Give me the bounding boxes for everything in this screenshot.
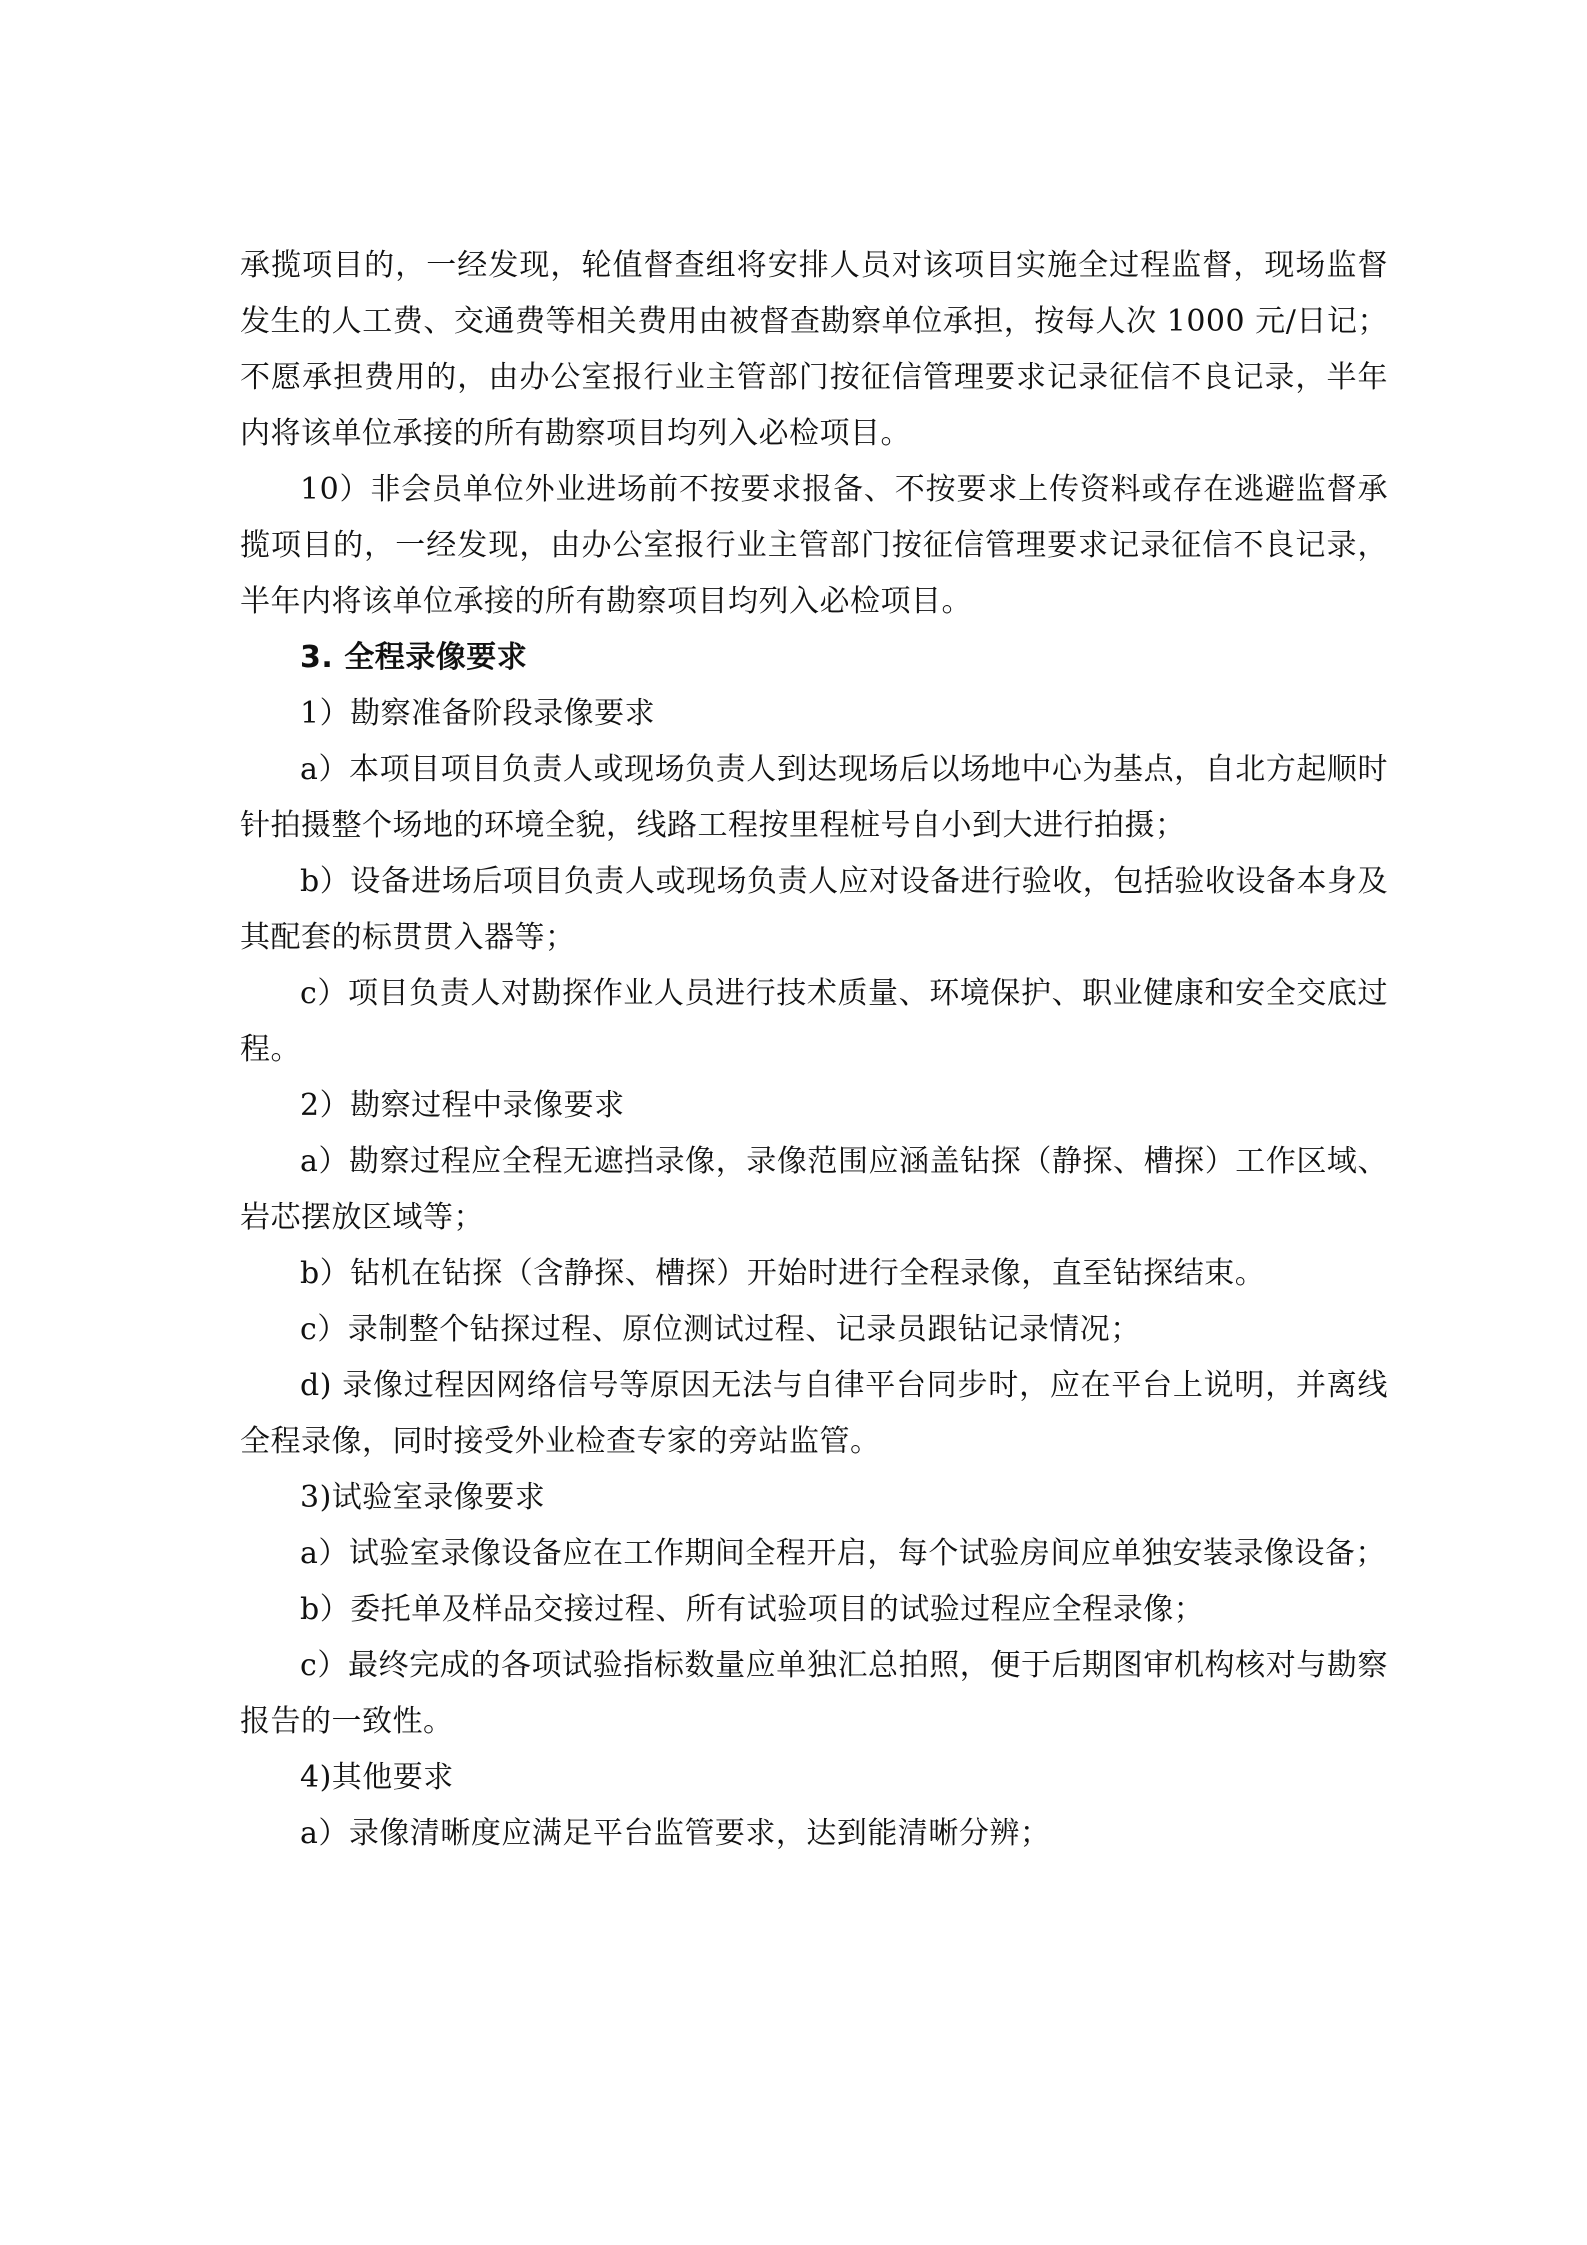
subheading-preparation-stage: 1）勘察准备阶段录像要求 [300, 696, 656, 731]
paragraph-other-a: a）录像清晰度应满足平台监管要求，达到能清晰分辨； [300, 1816, 1051, 1851]
subheading-other-requirements: 4)其他要求 [300, 1760, 454, 1795]
paragraph-item-10: 10）非会员单位外业进场前不按要求报备、不按要求上传资料或存在逃避监督承揽项目的，一经发现，由办公室报行业主管部门按征信管理要求记录征信不良记录，半年内将该单位承接的所有勘察项目均列入必检项目。 [240, 472, 1388, 619]
paragraph-continuation: 承揽项目的，一经发现，轮值督查组将安排人员对该项目实施全过程监督，现场监督发生的人工费、交通费等相关费用由被督查勘察单位承担，按每人次 1000 元/日记；不愿承担费用的，由办公室报行业主管部门按征信管理要求记录征信不良记录，半年内将该单位承接的所有勘察项目均列入必检项目。 [240, 248, 1388, 451]
document-body [240, 238, 1388, 1862]
subheading-survey-process: 2）勘察过程中录像要求 [300, 1088, 625, 1123]
paragraph-prep-a: a）本项目项目负责人或现场负责人到达现场后以场地中心为基点，自北方起顺时针拍摄整个场地的环境全貌，线路工程按里程桩号自小到大进行拍摄； [240, 752, 1388, 843]
paragraph-process-b: b）钻机在钻探（含静探、槽探）开始时进行全程录像，直至钻探结束。 [300, 1256, 1266, 1291]
paragraph-process-d: d) 录像过程因网络信号等原因无法与自律平台同步时，应在平台上说明，并离线全程录像，同时接受外业检查专家的旁站监管。 [240, 1368, 1388, 1459]
paragraph-lab-b: b）委托单及样品交接过程、所有试验项目的试验过程应全程录像； [300, 1592, 1205, 1627]
paragraph-process-a: a）勘察过程应全程无遮挡录像，录像范围应涵盖钻探（静探、槽探）工作区域、岩芯摆放区域等； [240, 1144, 1388, 1235]
paragraph-lab-c: c）最终完成的各项试验指标数量应单独汇总拍照，便于后期图审机构核对与勘察报告的一致性。 [240, 1648, 1388, 1739]
paragraph-process-c: c）录制整个钻探过程、原位测试过程、记录员跟钻记录情况； [300, 1312, 1141, 1347]
section-heading-recording-requirements: 3. 全程录像要求 [300, 640, 528, 675]
paragraph-lab-a: a）试验室录像设备应在工作期间全程开启，每个试验房间应单独安装录像设备； [300, 1536, 1386, 1571]
paragraph-prep-b: b）设备进场后项目负责人或现场负责人应对设备进行验收，包括验收设备本身及其配套的标贯贯入器等； [240, 864, 1388, 955]
subheading-laboratory: 3)试验室录像要求 [300, 1480, 546, 1515]
paragraph-prep-c: c）项目负责人对勘探作业人员进行技术质量、环境保护、职业健康和安全交底过程。 [240, 976, 1388, 1067]
